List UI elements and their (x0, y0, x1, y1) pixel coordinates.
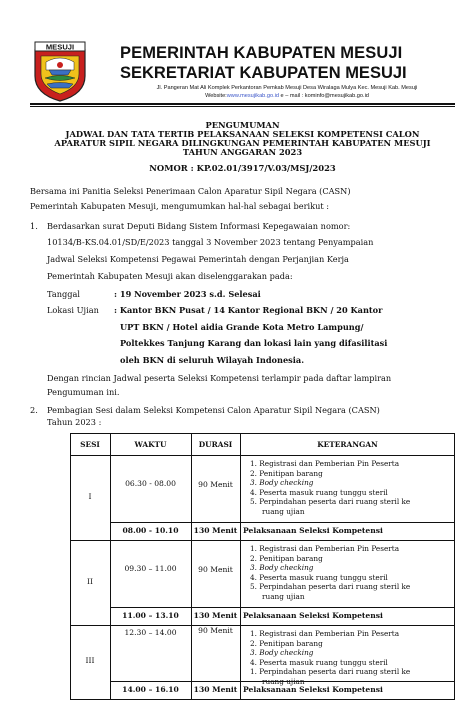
prep-time: 06.30 - 08.00 (125, 478, 176, 488)
exam-time: 08.00 - 10.10 (122, 526, 179, 535)
item-1-line-1: Berdasarkan surat Deputi Bidang Sistem Informasi Kepegawaian nomor: (47, 221, 351, 231)
session-divider (70, 699, 455, 700)
exam-note: Pelaksanaan Seleksi Kompetensi (243, 526, 383, 535)
location-line-4: oleh BKN di seluruh Wilayah Indonesia. (120, 355, 305, 365)
letterhead-rule-thin (30, 106, 455, 107)
letterhead-rule-thick (30, 103, 455, 105)
location-line-2: UPT BKN / Hotel aidia Grande Kota Metro Lampung/ (120, 322, 364, 332)
exam-note: Pelaksanaan Seleksi Kompetensi (243, 685, 383, 694)
session-schedule-table (70, 433, 455, 699)
procedure-step: 3. Body checking (250, 563, 314, 573)
item-1-line-4: Pemerintah Kabupaten Mesuji akan diselenggarakan pada: (47, 271, 293, 281)
intro-line-1: Bersama ini Panitia Seleksi Penerimaan Calon Aparatur Sipil Negara (CASN) (30, 186, 351, 196)
mesuji-regency-logo (33, 40, 87, 102)
procedure-step: 1. Registrasi dan Pemberian Pin Peserta (250, 629, 400, 638)
letterhead-line-1: PEMERINTAH KABUPATEN MESUJI (120, 44, 403, 62)
exam-time: 11.00 – 13.10 (122, 611, 179, 620)
website-link[interactable]: www.mesujikab.go.id (226, 93, 279, 99)
procedure-step: 1. Registrasi dan Pemberian Pin Peserta (250, 459, 400, 468)
announcement-subtitle-1: JADWAL DAN TATA TERTIB PELAKSANAAN SELEKSI KOMPETENSI CALON (65, 129, 420, 139)
procedure-step: 5. Perpindahan peserta dari ruang steril ke (250, 497, 411, 507)
exam-note: Pelaksanaan Seleksi Kompetensi (243, 611, 383, 620)
header-divider (70, 455, 455, 456)
procedure-step: 2. Penitipan barang (250, 638, 323, 648)
procedure-step: 2. Penitipan barang (250, 553, 323, 563)
prep-duration: 90 Menit (198, 479, 233, 489)
intro-line-2: Pemerintah Kabupaten Mesuji, mengumumkan hal-hal sebagai berikut : (30, 201, 330, 211)
prep-time: 12.30 – 14.00 (124, 628, 177, 637)
location-line-1: : Kantor BKN Pusat / 14 Kantor Regional BKN / 20 Kantor (114, 305, 383, 315)
procedure-step: 4. Peserta masuk ruang tunggu steril (250, 572, 388, 582)
session-number: II (87, 576, 93, 586)
exam-duration: 130 Menit (193, 685, 238, 694)
email-text: e – mail : kominfo@mesujikab.go.id (278, 93, 369, 99)
announcement-subtitle-2: APARATUR SIPIL NEGARA DILINGKUNGAN PEMERINTAH KABUPATEN MESUJI (54, 138, 431, 148)
procedure-step: 1. Registrasi dan Pemberian Pin Peserta (250, 544, 400, 553)
procedure-step: ruang ujian (262, 507, 305, 516)
announcement-title: PENGUMUMAN (205, 120, 280, 130)
logo-text: MESUJI (45, 42, 75, 52)
exam-duration: 130 Menit (193, 526, 238, 535)
procedure-step: 5. Perpindahan peserta dari ruang steril ke (250, 582, 411, 592)
date-label: Tanggal (47, 289, 80, 299)
session-number: I (88, 491, 92, 501)
column-divider (240, 433, 241, 699)
procedure-step: 3. Body checking (250, 478, 314, 488)
procedure-step: ruang ujian (262, 592, 305, 601)
procedure-step: 4. Peserta masuk ruang tunggu steril (250, 487, 388, 497)
row-divider (110, 681, 455, 682)
prep-duration: 90 Menit (198, 564, 233, 574)
header-keterangan: KETERANGAN (317, 440, 378, 449)
header-waktu: WAKTU (134, 440, 167, 449)
schedule-note-line-2: Pengumuman ini. (47, 387, 120, 397)
session-number: III (85, 656, 95, 665)
table-border-right (454, 433, 455, 699)
letterhead-contact (117, 93, 457, 99)
item-1-number: 1. (30, 221, 38, 231)
document-number: NOMOR : KP.02.01/3917/V.03/MSJ/2023 (149, 163, 336, 173)
session-divider (70, 625, 455, 626)
announcement-subtitle-3: TAHUN ANGGARAN 2023 (182, 147, 303, 157)
procedure-step: 2. Penitipan barang (250, 468, 323, 478)
letterhead-line-2: SEKRETARIAT KABUPATEN MESUJI (120, 64, 407, 82)
item-1-line-2: 10134/B-KS.04.01/SD/E/2023 tanggal 3 November 2023 tentang Penyampaian (47, 237, 374, 247)
location-label: Lokasi Ujian (47, 305, 99, 315)
prep-duration: 90 Menit (198, 626, 233, 635)
header-durasi: DURASI (198, 440, 233, 449)
exam-time: 14.00 – 16.10 (122, 685, 179, 694)
website-label: Website: (205, 93, 227, 99)
item-2-line-2: Tahun 2023 : (47, 417, 102, 427)
item-2-line-1: Pembagian Sesi dalam Seleksi Kompetensi Calon Aparatur Sipil Negara (CASN) (47, 405, 380, 415)
schedule-note-line-1: Dengan rincian Jadwal peserta Seleksi Kompetensi terlampir pada daftar lampiran (47, 373, 392, 383)
session-divider (70, 540, 455, 541)
letterhead-address: Jl. Pangeran Mat Ali Komplek Perkantoran Pemkab Mesuji Desa Wiralaga Mulya Kec. Mesuji Kab. Mesuji (156, 85, 418, 91)
row-divider (110, 522, 455, 523)
date-value: : 19 November 2023 s.d. Selesai (114, 289, 261, 299)
location-line-3: Poltekkes Tanjung Karang dan lokasi lain yang difasilitasi (120, 338, 388, 348)
table-border-top (70, 433, 455, 434)
row-divider (110, 607, 455, 608)
item-1-line-3: Jadwal Seleksi Kompetensi Pegawai Pemerintah dengan Perjanjian Kerja (47, 254, 349, 264)
procedure-step: 1. Perpindahan peserta dari ruang steril ke (250, 667, 411, 677)
item-2-number: 2. (30, 405, 38, 415)
procedure-step: 3. Body checking (250, 648, 314, 658)
procedure-step: 4. Peserta masuk ruang tunggu steril (250, 657, 388, 667)
exam-duration: 130 Menit (193, 611, 238, 620)
prep-time: 09.30 – 11.00 (124, 563, 177, 573)
header-sesi: SESI (80, 440, 100, 449)
